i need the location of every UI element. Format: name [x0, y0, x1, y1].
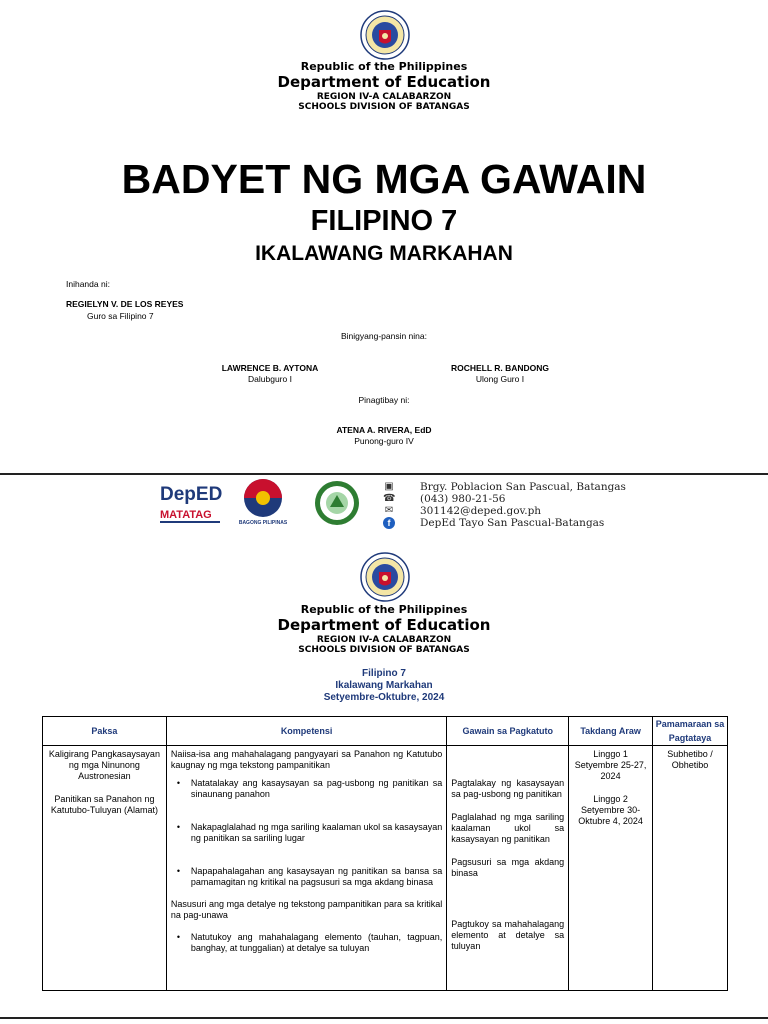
- region-text: REGION IV-A CALABARZON: [316, 92, 452, 102]
- deped-seal-icon: [360, 10, 410, 60]
- gawain-item: Pagsusuri sa mga akdang binasa: [451, 857, 565, 878]
- reviewer2-role: Ulong Guro I: [475, 374, 525, 384]
- kompetensi-intro: Nasusuri ang mga detalye ng tekstong pampanitikan para sa kritikal na pag-unawa: [170, 899, 443, 920]
- table-row: [43, 746, 728, 991]
- region-text: REGION IV-A CALABARZON: [316, 635, 452, 645]
- reviewer1-name: LAWRENCE B. AYTONA: [221, 363, 319, 373]
- kompetensi-bullet: • Napapahalagahan ang kasaysayan ng panitikan sa bansa sa pamamagitan ng kritikal na pagsusuri sa mga akdang binasa: [171, 866, 442, 888]
- paksa-item: Panitikan sa Panahon ng Katutubo-Tuluyan (Alamat): [50, 794, 159, 815]
- gawain-item: Pagtukoy sa mahahalagang elemento at detalye sa tuluyan: [451, 919, 565, 951]
- approver-role: Punong-guro IV: [354, 436, 414, 446]
- svg-text:BAGONG PILIPINAS: BAGONG PILIPINAS: [238, 520, 288, 526]
- footer-email: 301142@deped.gov.ph: [420, 505, 542, 517]
- page2-subject: Filipino 7: [362, 668, 406, 679]
- gawain-item: Pagtalakay ng kasaysayan sa pag-usbong ng panitikan: [451, 778, 565, 799]
- kompetensi-cell: [166, 746, 446, 991]
- prepared-name: REGIELYN V. DE LOS REYES: [66, 299, 184, 309]
- takdang-araw-cell: [569, 746, 653, 991]
- republic-text: Republic of the Philippines: [300, 60, 468, 73]
- deped-matatag-logo: [158, 480, 226, 526]
- prepared-role: Guro sa Filipino 7: [87, 311, 154, 321]
- approved-label: Pinagtibay ni:: [358, 395, 410, 405]
- paksa-item: Kaligirang Pangkasaysayan ng mga Ninunong Austronesian: [48, 749, 160, 781]
- facebook-icon: f: [383, 517, 395, 529]
- kompetensi-intro: Naiisa-isa ang mahahalagang pangyayari sa Panahon ng Katutubo kaugnay ng mga tekstong pampanitikan: [170, 749, 443, 770]
- gawain-cell: [447, 746, 569, 991]
- department-text: Department of Education: [277, 616, 491, 634]
- footer-facebook: DepEd Tayo San Pascual-Batangas: [420, 517, 605, 529]
- footer-rule: [0, 1017, 768, 1019]
- header-pagtataya: Pamamaraan sa Pagtataya: [653, 717, 728, 746]
- division-text: SCHOOLS DIVISION OF BATANGAS: [298, 102, 470, 112]
- department-text: Department of Education: [277, 73, 491, 91]
- pagtataya-item: Subhetibo / Obhetibo: [667, 749, 713, 770]
- footer-rule: [0, 473, 768, 475]
- svg-text:MATATAG: MATATAG: [160, 509, 212, 521]
- svg-text:DepED: DepED: [160, 484, 223, 505]
- republic-text: Republic of the Philippines: [300, 603, 468, 616]
- reviewer2-name: ROCHELL R. BANDONG: [450, 363, 550, 373]
- footer-phone: (043) 980-21-56: [420, 493, 506, 505]
- header-kompetensi: Kompetensi: [166, 717, 446, 746]
- division-text: SCHOOLS DIVISION OF BATANGAS: [298, 645, 470, 655]
- paksa-cell: [43, 746, 167, 991]
- takdang-araw-item: Linggo 1 Setyembre 25-27, 2024: [574, 749, 647, 781]
- table-header-row: [43, 717, 728, 746]
- budget-table: [42, 716, 728, 991]
- document-title: BADYET NG MGA GAWAIN: [121, 156, 647, 202]
- kompetensi-bullet: • Natatalakay ang kasaysayan sa pag-usbong ng panitikan sa sinaunang panahon: [171, 778, 442, 800]
- building-icon: ▣: [384, 481, 394, 492]
- page2-period: Setyembre-Oktubre, 2024: [323, 692, 445, 703]
- pagtataya-cell: [653, 746, 728, 991]
- school-seal-icon: [312, 479, 362, 527]
- gawain-item: Paglalahad ng mga sariling kaalaman ukol sa kasaysayan ng panitikan: [451, 812, 565, 844]
- header-gawain: Gawain sa Pagkatuto: [447, 717, 569, 746]
- reviewed-label: Binigyang-pansin nina:: [340, 331, 427, 341]
- mail-icon: ✉: [384, 505, 394, 516]
- subject-title: FILIPINO 7: [310, 205, 458, 237]
- footer-address: Brgy. Poblacion San Pascual, Batangas: [420, 481, 626, 493]
- quarter-title: IKALAWANG MARKAHAN: [255, 242, 513, 265]
- takdang-araw-item: Linggo 2 Setyembre 30-Oktubre 4, 2024: [578, 794, 643, 826]
- kompetensi-bullet: • Natutukoy ang mahahalagang elemento (tauhan, tagpuan, banghay, at tunggalian) at detalye sa tuluyan: [171, 932, 442, 954]
- reviewer1-role: Dalubguro I: [248, 374, 292, 384]
- deped-seal-icon: [360, 552, 410, 602]
- header-takdang-araw: Takdang Araw: [569, 717, 653, 746]
- page2-quarter: Ikalawang Markahan: [335, 680, 433, 691]
- kompetensi-bullet: • Nakapaglalahad ng mga sariling kaalaman ukol sa kasaysayan ng panitikan sa sariling lugar: [171, 822, 442, 844]
- bagong-pilipinas-logo: [232, 478, 294, 526]
- header-paksa: Paksa: [43, 717, 167, 746]
- prepared-label: Inihanda ni:: [66, 279, 110, 289]
- phone-icon: ☎: [383, 493, 396, 504]
- approver-name: ATENA A. RIVERA, EdD: [336, 425, 432, 435]
